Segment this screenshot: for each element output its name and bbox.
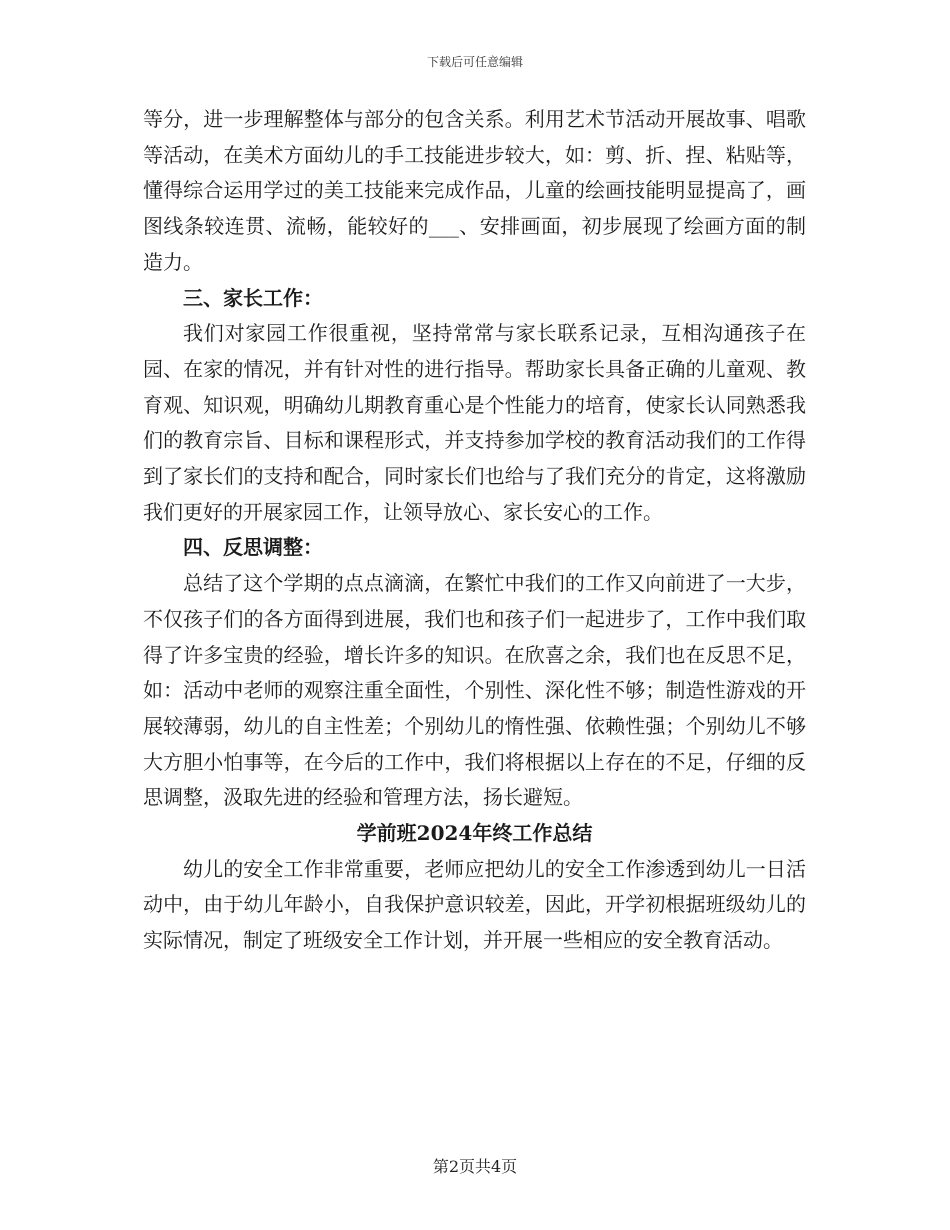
paragraph-safety: 幼儿的安全工作非常重要，老师应把幼儿的安全工作渗透到幼儿一日活动中，由于幼儿年龄小，自我保护意识较差，因此，开学初根据班级幼儿的实际情况，制定了班级安全工作计划，并开展一些相应的安全教育活动。	[143, 856, 806, 953]
document-body	[143, 102, 806, 959]
page-header-note: 下载后可任意编辑	[426, 55, 523, 69]
paragraph-continuation: 等分，进一步理解整体与部分的包含关系。利用艺术节活动开展故事、唱歌等活动，在美术方面幼儿的手工技能进步较大，如：剪、折、捏、粘贴等，懂得综合运用学过的美工技能来完成作品，儿童的绘画技能明显提高了，画图线条较连贯、流畅，能较好的___、安排画面，初步展现了绘画方面的制造力。	[143, 107, 806, 274]
document-title: 学前班2024年终工作总结	[356, 821, 593, 846]
paragraph-parents-work: 我们对家园工作很重视，坚持常常与家长联系记录，互相沟通孩子在园、在家的情况，并有针对性的进行指导。帮助家长具备正确的儿童观、教育观、知识观，明确幼儿期教育重心是个性能力的培育，使家长认同熟悉我们的教育宗旨、目标和课程形式，并支持参加学校的教育活动我们的工作得到了家长们的支持和配合，同时家长们也给与了我们充分的肯定，这将激励我们更好的开展家园工作，让领导放心、家长安心的工作。	[143, 321, 806, 524]
section-heading-parents: 三、家长工作：	[183, 285, 323, 310]
paragraph-reflection: 总结了这个学期的点点滴滴，在繁忙中我们的工作又向前进了一大步，不仅孩子们的各方面得到进展，我们也和孩子们一起进步了，工作中我们取得了许多宝贵的经验，增长许多的知识。在欣喜之余，我们也在反思不足，如：活动中老师的观察注重全面性，个别性、深化性不够；制造性游戏的开展较薄弱，幼儿的自主性差；个别幼儿的惰性强、依赖性强；个别幼儿不够大方胆小怕事等，在今后的工作中，我们将根据以上存在的不足，仔细的反思调整，汲取先进的经验和管理方法，扬长避短。	[143, 571, 806, 810]
section-heading-reflection: 四、反思调整：	[183, 535, 323, 560]
page-number: 第2页共4页	[432, 1157, 518, 1176]
